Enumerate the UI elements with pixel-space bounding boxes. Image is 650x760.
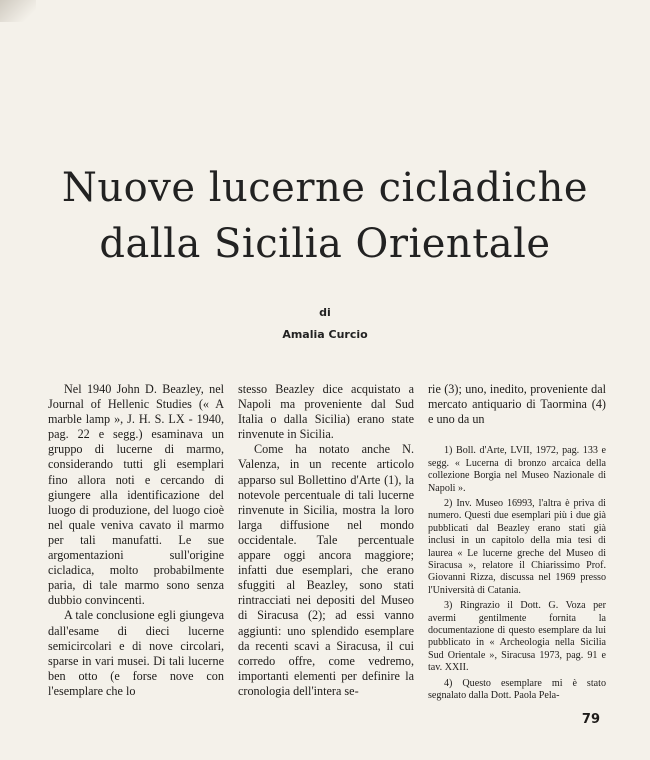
byline-di: di (319, 306, 331, 319)
body-column-3 (428, 382, 606, 705)
footnote: 1) Boll. d'Arte, LVII, 1972, pag. 133 e segg. « Lucerna di bronzo arcaica della collezione Borgia nel Museo Nazionale di Napoli ». (428, 445, 606, 494)
article-title-line-2: dalla Sicilia Orientale (99, 221, 551, 267)
footnote: 4) Questo esemplare mi è stato segnalato dalla Dott. Paola Pela- (428, 677, 606, 701)
column2-paragraph: Come ha notato anche N. Valenza, in un recente articolo apparso sul Bollettino d'Arte (1), la notevole percentuale di tali lucerne rinvenute in Sicilia, mostra la loro larga diffusione nel mondo occidentale. Tale percentuale appare oggi ancora maggiore; infatti due esemplari, che erano sfuggiti al Beazley, sono stati rintracciati nei depositi del Museo di Siracusa (2); ad essi vanno aggiunti: uno splendido esemplare da recenti scavi a Siracusa, il cui corredo offre, come vedremo, importanti elementi per definire la cronologia dell'intera se- (238, 442, 414, 698)
article-title-line-1: Nuove lucerne cicladiche (61, 165, 589, 211)
footnotes (428, 445, 606, 702)
column2-paragraph: stesso Beazley dice acquistato a Napoli ma proveniente dal Sud Italia o dalla Sicilia) erano state rinvenute in Sicilia. (238, 382, 414, 442)
body-column-1 (48, 382, 224, 699)
footnote: 3) Ringrazio il Dott. G. Voza per avermi gentilmente fornita la documentazione di questo esemplare da lui pubblicato in « Archeologia nella Sicilia Sud Orientale », Siracusa 1973, pag. 91 e tav. XXII. (428, 600, 606, 674)
body-column-2 (238, 382, 414, 699)
footnote: 2) Inv. Museo 16993, l'altra è priva di numero. Questi due esemplari più i due già pubblicati dal Beazley erano stati già inclusi in un capitolo della mia tesi di laurea « Le lucerne greche del Museo di Siracusa », relatore il Chiarissimo Prof. Giovanni Rizza, discussa nel 1969 presso l'Università di Catania. (428, 497, 606, 596)
column1-paragraph: Nel 1940 John D. Beazley, nel Journal of Hellenic Studies (« A marble lamp », J. H. S. LX - 1940, pag. 22 e segg.) esaminava un gruppo di lucerne di marmo, considerando tutti gli esemplari fino allora noti e cercando di giungere alla identificazione del luogo di produzione, del luogo cioè nel quale veniva cavato il marmo per tali manufatti. Le sue argomentazioni sull'origine cicladica, molto probabilmente paria, di tale marmo sono senza dubbio convincenti. (48, 382, 224, 608)
author-name: Amalia Curcio (282, 328, 368, 341)
page-corner-shadow (0, 0, 36, 22)
column1-paragraph: A tale conclusione egli giungeva dall'esame di dieci lucerne semicircolari e di nove circolari, sparse in vari musei. Di tali lucerne ben otto (e forse nove con l'esemplare che lo (48, 608, 224, 698)
page-number: 79 (581, 712, 600, 727)
column3-text: rie (3); uno, inedito, proveniente dal mercato antiquario di Taormina (4) e uno da un (428, 382, 606, 427)
